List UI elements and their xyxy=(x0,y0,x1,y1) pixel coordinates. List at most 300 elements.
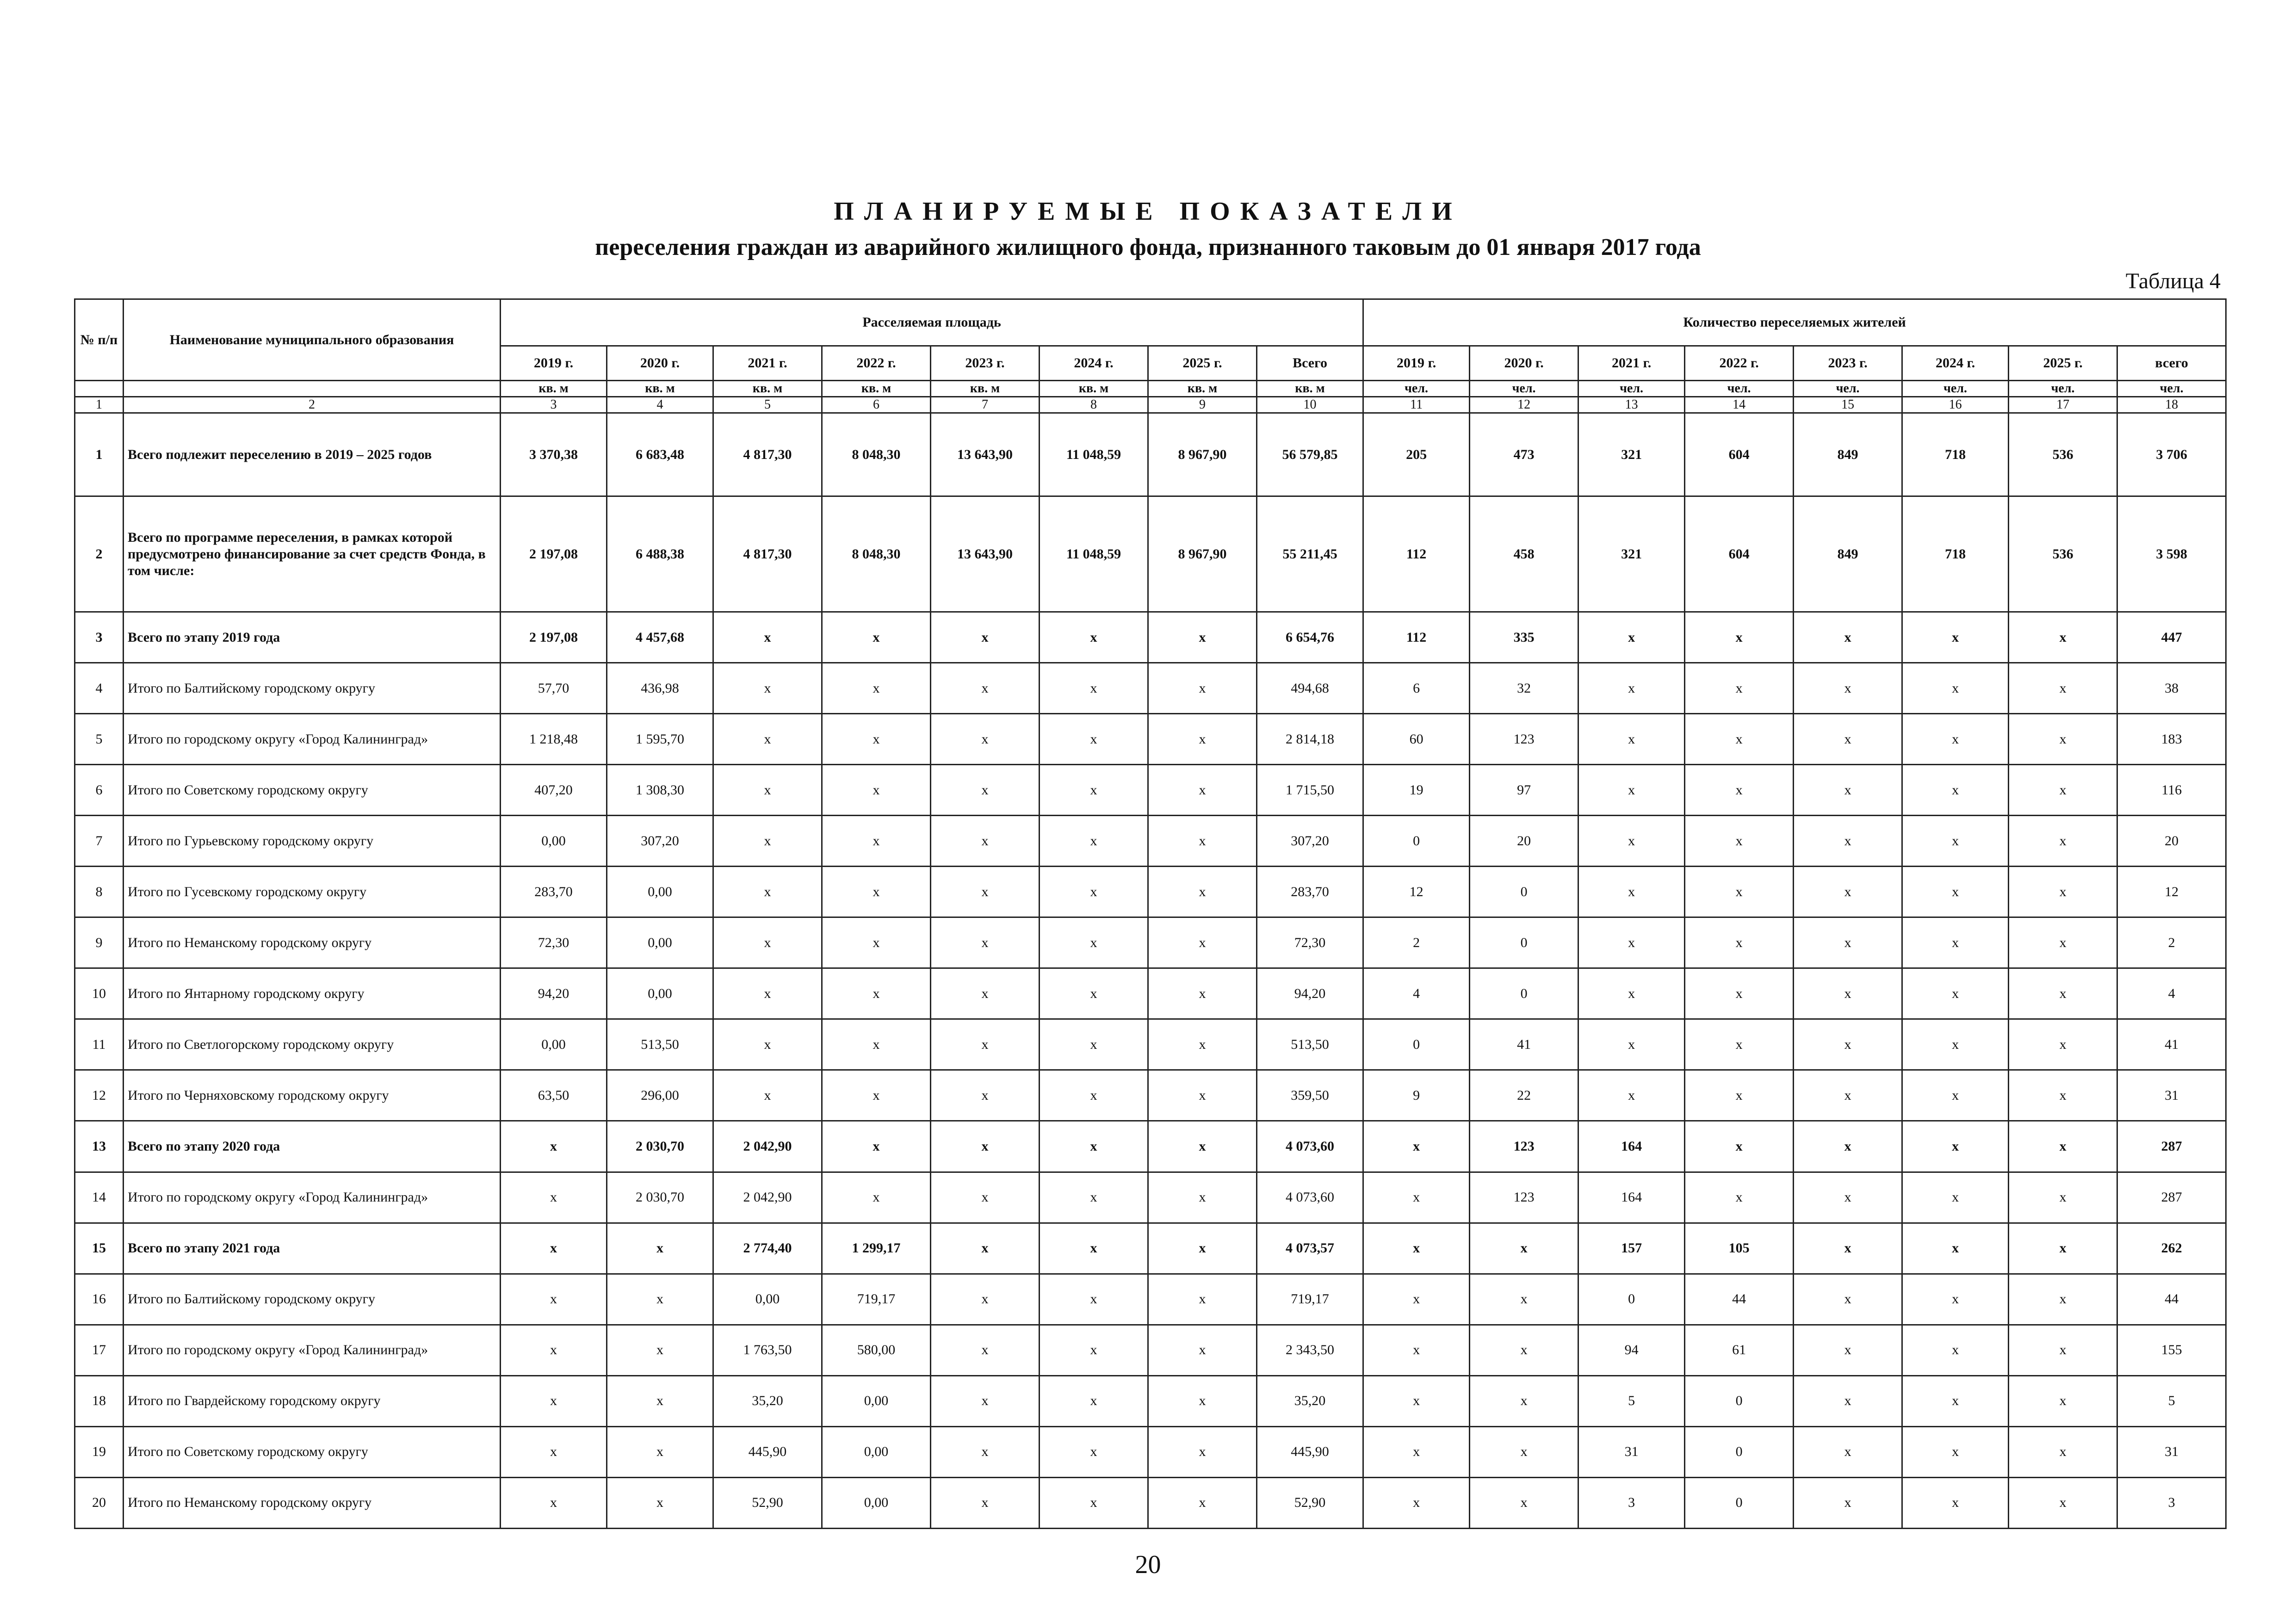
unit-cell-area: кв. м xyxy=(501,381,607,397)
people-value-cell: 20 xyxy=(1470,816,1578,867)
area-value-cell: x xyxy=(501,1426,607,1477)
people-value-cell: x xyxy=(2009,1070,2117,1121)
header-people-year: 2025 г. xyxy=(2009,346,2117,381)
row-name: Всего по этапу 2020 года xyxy=(124,1121,501,1172)
people-value-cell: x xyxy=(1902,663,2009,714)
people-value-cell: x xyxy=(1902,1121,2009,1172)
area-value-cell: 8 967,90 xyxy=(1148,413,1257,496)
area-value-cell: x xyxy=(1040,816,1148,867)
people-value-cell: 5 xyxy=(1578,1375,1685,1426)
area-value-cell: 2 197,08 xyxy=(501,496,607,612)
unit-cell-area: кв. м xyxy=(1040,381,1148,397)
column-index-cell: 13 xyxy=(1578,397,1685,413)
table-row xyxy=(75,968,2226,1019)
row-name: Итого по Балтийскому городскому округу xyxy=(124,663,501,714)
header-people-year: всего xyxy=(2117,346,2226,381)
people-value-cell: 60 xyxy=(1363,714,1470,765)
area-value-cell: x xyxy=(713,968,822,1019)
area-value-cell: 2 042,90 xyxy=(713,1121,822,1172)
area-value-cell: 2 030,70 xyxy=(607,1172,713,1223)
area-value-cell: x xyxy=(1148,714,1257,765)
area-value-cell: 8 048,30 xyxy=(822,496,931,612)
people-value-cell: 19 xyxy=(1363,765,1470,816)
area-value-cell: x xyxy=(1148,1070,1257,1121)
area-value-cell: x xyxy=(607,1477,713,1528)
table-row xyxy=(75,1172,2226,1223)
table-label: Таблица 4 xyxy=(2125,269,2221,293)
area-value-cell: x xyxy=(1040,1477,1148,1528)
area-value-cell: x xyxy=(713,816,822,867)
area-value-cell: x xyxy=(822,612,931,663)
people-value-cell: 44 xyxy=(2117,1274,2226,1325)
area-value-cell: x xyxy=(822,1121,931,1172)
area-value-cell: x xyxy=(501,1375,607,1426)
people-value-cell: x xyxy=(1794,1274,1902,1325)
people-value-cell: x xyxy=(1685,663,1794,714)
unit-cell-people: чел. xyxy=(1470,381,1578,397)
people-value-cell: x xyxy=(2009,816,2117,867)
people-value-cell: 0 xyxy=(1470,968,1578,1019)
header-num: № п/п xyxy=(75,299,124,381)
area-value-cell: x xyxy=(931,968,1040,1019)
people-value-cell: 6 xyxy=(1363,663,1470,714)
row-name: Итого по городскому округу «Город Калининград» xyxy=(124,1325,501,1375)
table-row xyxy=(75,612,2226,663)
people-value-cell: 112 xyxy=(1363,612,1470,663)
area-value-cell: 6 683,48 xyxy=(607,413,713,496)
area-value-cell: x xyxy=(1148,1172,1257,1223)
people-value-cell: 4 xyxy=(2117,968,2226,1019)
people-value-cell: x xyxy=(1470,1223,1578,1274)
unit-cell-people: чел. xyxy=(2009,381,2117,397)
people-value-cell: x xyxy=(1902,1426,2009,1477)
people-value-cell: x xyxy=(1578,714,1685,765)
area-value-cell: x xyxy=(1040,968,1148,1019)
row-name: Итого по Балтийскому городскому округу xyxy=(124,1274,501,1325)
area-value-cell: 0,00 xyxy=(607,968,713,1019)
row-number: 5 xyxy=(75,714,124,765)
area-value-cell: x xyxy=(931,816,1040,867)
people-value-cell: x xyxy=(1902,1070,2009,1121)
table-row xyxy=(75,1477,2226,1528)
table-row xyxy=(75,917,2226,968)
area-value-cell: x xyxy=(822,867,931,917)
row-number: 15 xyxy=(75,1223,124,1274)
people-value-cell: x xyxy=(1363,1172,1470,1223)
people-value-cell: 2 xyxy=(1363,917,1470,968)
area-value-cell: 719,17 xyxy=(822,1274,931,1325)
people-value-cell: 287 xyxy=(2117,1172,2226,1223)
people-value-cell: 164 xyxy=(1578,1172,1685,1223)
unit-cell-area: кв. м xyxy=(713,381,822,397)
area-value-cell: x xyxy=(822,663,931,714)
area-value-cell: 0,00 xyxy=(607,867,713,917)
area-value-cell: 8 967,90 xyxy=(1148,496,1257,612)
area-value-cell: 2 774,40 xyxy=(713,1223,822,1274)
people-value-cell: x xyxy=(1685,1172,1794,1223)
people-value-cell: x xyxy=(1794,1477,1902,1528)
unit-cell-empty xyxy=(75,381,124,397)
people-value-cell: x xyxy=(1902,1223,2009,1274)
area-value-cell: x xyxy=(931,1274,1040,1325)
column-index-cell: 3 xyxy=(501,397,607,413)
area-value-cell: 55 211,45 xyxy=(1257,496,1363,612)
people-value-cell: 0 xyxy=(1578,1274,1685,1325)
area-value-cell: 72,30 xyxy=(501,917,607,968)
area-value-cell: x xyxy=(931,612,1040,663)
area-value-cell: 2 343,50 xyxy=(1257,1325,1363,1375)
area-value-cell: 4 817,30 xyxy=(713,413,822,496)
people-value-cell: x xyxy=(1685,765,1794,816)
area-value-cell: x xyxy=(931,1070,1040,1121)
area-value-cell: 2 030,70 xyxy=(607,1121,713,1172)
people-value-cell: x xyxy=(2009,867,2117,917)
row-name: Итого по Гвардейскому городскому округу xyxy=(124,1375,501,1426)
area-value-cell: x xyxy=(713,663,822,714)
area-value-cell: x xyxy=(713,612,822,663)
area-value-cell: 35,20 xyxy=(713,1375,822,1426)
people-value-cell: x xyxy=(1794,917,1902,968)
row-name: Итого по Неманскому городскому округу xyxy=(124,917,501,968)
people-value-cell: x xyxy=(2009,1019,2117,1070)
area-value-cell: x xyxy=(1148,1223,1257,1274)
people-value-cell: x xyxy=(1794,1019,1902,1070)
row-number: 12 xyxy=(75,1070,124,1121)
people-value-cell: x xyxy=(1578,1070,1685,1121)
area-value-cell: x xyxy=(1040,1274,1148,1325)
area-value-cell: x xyxy=(1040,917,1148,968)
people-value-cell: x xyxy=(1578,968,1685,1019)
area-value-cell: x xyxy=(1040,1223,1148,1274)
area-value-cell: x xyxy=(931,867,1040,917)
area-value-cell: 1 715,50 xyxy=(1257,765,1363,816)
area-value-cell: 445,90 xyxy=(1257,1426,1363,1477)
people-value-cell: x xyxy=(1902,1274,2009,1325)
area-value-cell: 283,70 xyxy=(1257,867,1363,917)
people-value-cell: 0 xyxy=(1685,1477,1794,1528)
people-value-cell: 3 xyxy=(1578,1477,1685,1528)
people-value-cell: 105 xyxy=(1685,1223,1794,1274)
table-row xyxy=(75,714,2226,765)
area-value-cell: 1 763,50 xyxy=(713,1325,822,1375)
people-value-cell: x xyxy=(1363,1121,1470,1172)
people-value-cell: x xyxy=(1794,1070,1902,1121)
people-value-cell: x xyxy=(1902,765,2009,816)
area-value-cell: 4 457,68 xyxy=(607,612,713,663)
header-area-year: 2022 г. xyxy=(822,346,931,381)
people-value-cell: x xyxy=(1363,1325,1470,1375)
column-index-cell: 14 xyxy=(1685,397,1794,413)
people-value-cell: 123 xyxy=(1470,1121,1578,1172)
row-name: Всего подлежит переселению в 2019 – 2025 годов xyxy=(124,413,501,496)
people-value-cell: x xyxy=(1685,1070,1794,1121)
area-value-cell: x xyxy=(713,1019,822,1070)
area-value-cell: x xyxy=(1040,1426,1148,1477)
people-value-cell: x xyxy=(1794,968,1902,1019)
people-value-cell: 0 xyxy=(1470,867,1578,917)
table-row xyxy=(75,1070,2226,1121)
area-value-cell: 0,00 xyxy=(822,1477,931,1528)
people-value-cell: x xyxy=(1902,1477,2009,1528)
area-value-cell: x xyxy=(1148,867,1257,917)
area-value-cell: x xyxy=(713,765,822,816)
area-value-cell: x xyxy=(713,1070,822,1121)
people-value-cell: x xyxy=(1470,1426,1578,1477)
people-value-cell: x xyxy=(1685,612,1794,663)
unit-cell-area: кв. м xyxy=(822,381,931,397)
area-value-cell: 307,20 xyxy=(607,816,713,867)
area-value-cell: 6 488,38 xyxy=(607,496,713,612)
people-value-cell: x xyxy=(2009,663,2117,714)
people-value-cell: x xyxy=(2009,612,2117,663)
people-value-cell: x xyxy=(1902,1019,2009,1070)
header-people-year: 2021 г. xyxy=(1578,346,1685,381)
column-index-cell: 11 xyxy=(1363,397,1470,413)
area-value-cell: 4 073,57 xyxy=(1257,1223,1363,1274)
area-value-cell: 1 308,30 xyxy=(607,765,713,816)
area-value-cell: x xyxy=(822,1019,931,1070)
people-value-cell: x xyxy=(1794,1325,1902,1375)
area-value-cell: 719,17 xyxy=(1257,1274,1363,1325)
people-value-cell: x xyxy=(1902,816,2009,867)
row-name: Итого по Советскому городскому округу xyxy=(124,1426,501,1477)
area-value-cell: x xyxy=(931,1172,1040,1223)
table-row xyxy=(75,1274,2226,1325)
people-value-cell: 262 xyxy=(2117,1223,2226,1274)
people-value-cell: x xyxy=(1902,917,2009,968)
area-value-cell: 307,20 xyxy=(1257,816,1363,867)
column-index-cell: 18 xyxy=(2117,397,2226,413)
people-value-cell: 321 xyxy=(1578,413,1685,496)
area-value-cell: x xyxy=(822,917,931,968)
row-name: Итого по Неманскому городскому округу xyxy=(124,1477,501,1528)
people-value-cell: x xyxy=(1794,1223,1902,1274)
page-number: 20 xyxy=(1135,1550,1161,1579)
people-value-cell: x xyxy=(1685,714,1794,765)
people-value-cell: 536 xyxy=(2009,413,2117,496)
people-value-cell: 0 xyxy=(1470,917,1578,968)
people-value-cell: 94 xyxy=(1578,1325,1685,1375)
people-value-cell: 31 xyxy=(2117,1426,2226,1477)
people-value-cell: 205 xyxy=(1363,413,1470,496)
people-value-cell: 97 xyxy=(1470,765,1578,816)
people-value-cell: 473 xyxy=(1470,413,1578,496)
people-value-cell: x xyxy=(1902,1325,2009,1375)
table-row xyxy=(75,1325,2226,1375)
people-value-cell: 849 xyxy=(1794,496,1902,612)
area-value-cell: x xyxy=(1148,917,1257,968)
header-area-year: 2025 г. xyxy=(1148,346,1257,381)
people-value-cell: x xyxy=(1794,663,1902,714)
header-area-year: 2020 г. xyxy=(607,346,713,381)
people-value-cell: x xyxy=(1685,1019,1794,1070)
people-value-cell: 604 xyxy=(1685,413,1794,496)
people-value-cell: x xyxy=(1902,714,2009,765)
unit-cell-people: чел. xyxy=(1685,381,1794,397)
people-value-cell: 38 xyxy=(2117,663,2226,714)
area-value-cell: 72,30 xyxy=(1257,917,1363,968)
unit-cell-people: чел. xyxy=(2117,381,2226,397)
area-value-cell: x xyxy=(931,1375,1040,1426)
row-number: 2 xyxy=(75,496,124,612)
column-index-cell: 9 xyxy=(1148,397,1257,413)
row-number: 1 xyxy=(75,413,124,496)
area-value-cell: x xyxy=(931,1325,1040,1375)
people-value-cell: x xyxy=(1902,1375,2009,1426)
area-value-cell: 359,50 xyxy=(1257,1070,1363,1121)
people-value-cell: x xyxy=(1470,1325,1578,1375)
area-value-cell: x xyxy=(1040,765,1148,816)
row-number: 11 xyxy=(75,1019,124,1070)
area-value-cell: x xyxy=(1040,1172,1148,1223)
people-value-cell: 123 xyxy=(1470,714,1578,765)
page-title: ПЛАНИРУЕМЫЕ ПОКАЗАТЕЛИ xyxy=(834,197,1462,226)
area-value-cell: x xyxy=(1148,663,1257,714)
row-number: 17 xyxy=(75,1325,124,1375)
row-name: Всего по этапу 2021 года xyxy=(124,1223,501,1274)
area-value-cell: 0,00 xyxy=(501,816,607,867)
header-area-year: 2021 г. xyxy=(713,346,822,381)
people-value-cell: x xyxy=(1363,1274,1470,1325)
area-value-cell: 0,00 xyxy=(822,1426,931,1477)
area-value-cell: x xyxy=(1148,1274,1257,1325)
header-name: Наименование муниципального образования xyxy=(124,299,501,381)
people-value-cell: x xyxy=(1794,1375,1902,1426)
area-value-cell: 513,50 xyxy=(607,1019,713,1070)
people-value-cell: x xyxy=(2009,1274,2117,1325)
area-value-cell: 4 073,60 xyxy=(1257,1121,1363,1172)
people-value-cell: x xyxy=(1685,1121,1794,1172)
area-value-cell: x xyxy=(1148,612,1257,663)
unit-cell-area: кв. м xyxy=(1257,381,1363,397)
table-row xyxy=(75,1223,2226,1274)
area-value-cell: 1 299,17 xyxy=(822,1223,931,1274)
unit-cell-people: чел. xyxy=(1794,381,1902,397)
row-number: 16 xyxy=(75,1274,124,1325)
area-value-cell: x xyxy=(607,1325,713,1375)
area-value-cell: x xyxy=(501,1223,607,1274)
people-value-cell: 22 xyxy=(1470,1070,1578,1121)
people-value-cell: 321 xyxy=(1578,496,1685,612)
area-value-cell: 2 814,18 xyxy=(1257,714,1363,765)
people-value-cell: 12 xyxy=(1363,867,1470,917)
table-row xyxy=(75,663,2226,714)
people-value-cell: 44 xyxy=(1685,1274,1794,1325)
header-area-year: 2019 г. xyxy=(501,346,607,381)
area-value-cell: x xyxy=(822,1172,931,1223)
unit-cell-people: чел. xyxy=(1578,381,1685,397)
area-value-cell: 0,00 xyxy=(607,917,713,968)
row-number: 9 xyxy=(75,917,124,968)
area-value-cell: x xyxy=(607,1375,713,1426)
people-value-cell: 718 xyxy=(1902,413,2009,496)
area-value-cell: x xyxy=(822,816,931,867)
row-name: Итого по Светлогорскому городскому округу xyxy=(124,1019,501,1070)
area-value-cell: x xyxy=(501,1274,607,1325)
area-value-cell: x xyxy=(1148,1426,1257,1477)
row-number: 19 xyxy=(75,1426,124,1477)
unit-cell-people: чел. xyxy=(1363,381,1470,397)
row-name: Всего по программе переселения, в рамках которой предусмотрено финансирование за счет средств Фонда, в том числе: xyxy=(124,496,501,612)
table-row xyxy=(75,867,2226,917)
people-value-cell: 0 xyxy=(1363,1019,1470,1070)
people-value-cell: x xyxy=(1794,714,1902,765)
people-value-cell: x xyxy=(1578,867,1685,917)
row-number: 4 xyxy=(75,663,124,714)
area-value-cell: x xyxy=(931,917,1040,968)
area-value-cell: 2 042,90 xyxy=(713,1172,822,1223)
area-value-cell: x xyxy=(713,714,822,765)
column-index-cell: 12 xyxy=(1470,397,1578,413)
area-value-cell: x xyxy=(1148,968,1257,1019)
people-value-cell: 155 xyxy=(2117,1325,2226,1375)
area-value-cell: 0,00 xyxy=(713,1274,822,1325)
people-value-cell: 116 xyxy=(2117,765,2226,816)
people-value-cell: 157 xyxy=(1578,1223,1685,1274)
people-value-cell: x xyxy=(1363,1477,1470,1528)
area-value-cell: 13 643,90 xyxy=(931,413,1040,496)
column-index-cell: 5 xyxy=(713,397,822,413)
area-value-cell: 11 048,59 xyxy=(1040,413,1148,496)
area-value-cell: x xyxy=(713,917,822,968)
people-value-cell: x xyxy=(1902,867,2009,917)
people-value-cell: 335 xyxy=(1470,612,1578,663)
people-value-cell: x xyxy=(1470,1375,1578,1426)
people-value-cell: x xyxy=(2009,1477,2117,1528)
area-value-cell: x xyxy=(1040,1121,1148,1172)
unit-cell-empty xyxy=(124,381,501,397)
area-value-cell: 11 048,59 xyxy=(1040,496,1148,612)
area-value-cell: x xyxy=(822,714,931,765)
area-value-cell: 94,20 xyxy=(501,968,607,1019)
people-value-cell: 0 xyxy=(1363,816,1470,867)
area-value-cell: 513,50 xyxy=(1257,1019,1363,1070)
area-value-cell: x xyxy=(1148,1375,1257,1426)
people-value-cell: x xyxy=(2009,714,2117,765)
people-value-cell: 718 xyxy=(1902,496,2009,612)
header-people-year: 2024 г. xyxy=(1902,346,2009,381)
people-value-cell: x xyxy=(1578,765,1685,816)
people-value-cell: 447 xyxy=(2117,612,2226,663)
people-value-cell: x xyxy=(2009,1121,2117,1172)
people-value-cell: x xyxy=(2009,968,2117,1019)
area-value-cell: 63,50 xyxy=(501,1070,607,1121)
people-value-cell: x xyxy=(1363,1223,1470,1274)
table-row xyxy=(75,496,2226,612)
area-value-cell: x xyxy=(713,867,822,917)
area-value-cell: 1 595,70 xyxy=(607,714,713,765)
header-people-group: Количество переселяемых жителей xyxy=(1363,299,2226,346)
header-area-group: Расселяемая площадь xyxy=(501,299,1363,346)
row-name: Итого по городскому округу «Город Калининград» xyxy=(124,714,501,765)
row-number: 6 xyxy=(75,765,124,816)
people-value-cell: x xyxy=(1363,1426,1470,1477)
unit-cell-area: кв. м xyxy=(1148,381,1257,397)
area-value-cell: 3 370,38 xyxy=(501,413,607,496)
people-value-cell: 9 xyxy=(1363,1070,1470,1121)
people-value-cell: 31 xyxy=(2117,1070,2226,1121)
people-value-cell: x xyxy=(1363,1375,1470,1426)
area-value-cell: x xyxy=(607,1426,713,1477)
header-area-year: 2024 г. xyxy=(1040,346,1148,381)
column-index-cell: 16 xyxy=(1902,397,2009,413)
people-value-cell: x xyxy=(1902,612,2009,663)
area-value-cell: 4 073,60 xyxy=(1257,1172,1363,1223)
people-value-cell: 5 xyxy=(2117,1375,2226,1426)
column-index-cell: 1 xyxy=(75,397,124,413)
row-number: 3 xyxy=(75,612,124,663)
row-number: 10 xyxy=(75,968,124,1019)
